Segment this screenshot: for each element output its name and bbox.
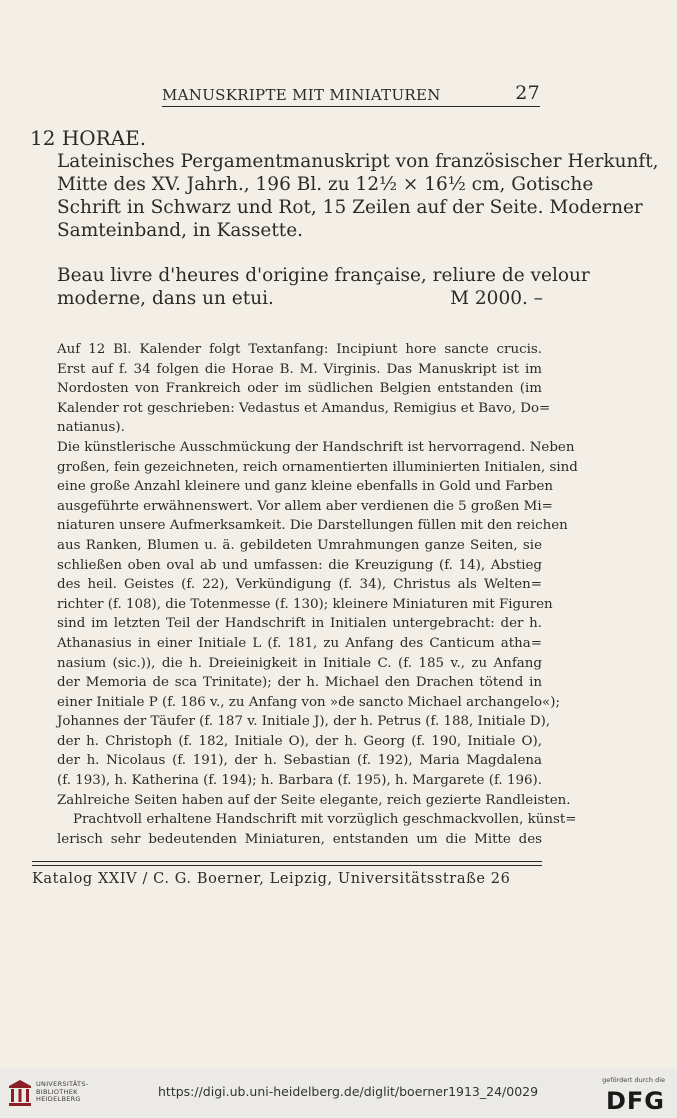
desc-line: sind im letzten Teil der Handschrift in Initialen untergebracht: der h. [57, 616, 542, 632]
entry-line: Schrift in Schwarz und Rot, 15 Zeilen auf der Seite. Moderner [57, 197, 643, 218]
desc-line: großen, fein gezeichneten, reich ornamentierten illuminierten Initialen, sind [57, 459, 578, 475]
desc-line: des heil. Geistes (f. 22), Verkündigung (f. 34), Christus als Welten= [57, 577, 542, 593]
entry-number: 12 [30, 126, 56, 150]
running-title: MANUSKRIPTE MIT MINIATUREN [162, 86, 441, 104]
funder-caption: gefördert durch die [602, 1076, 665, 1084]
desc-line: nasium (sic.)), die h. Dreieinigkeit in Initiale C. (f. 185 v., zu Anfang [57, 655, 542, 671]
library-logo-icon [8, 1079, 32, 1107]
desc-line: schließen oben oval ab und umfassen: die Kreuzigung (f. 14), Abstieg [57, 557, 542, 573]
footer-rule [32, 861, 542, 862]
desc-line: niaturen unsere Aufmerksamkeit. Die Darstellungen füllen mit den reichen [57, 518, 568, 534]
desc-line: Auf 12 Bl. Kalender folgt Textanfang: Incipiunt hore sancte crucis. [57, 342, 542, 357]
detailed-description [57, 340, 578, 849]
desc-line: Erst auf f. 34 folgen die Horae B. M. Virginis. Das Manuskript ist im [57, 361, 542, 377]
viewer-bottom-bar [0, 1068, 677, 1118]
desc-line: natianus). [57, 420, 125, 436]
french-line: Beau livre d'heures d'origine française, reliure de velour [57, 265, 590, 286]
dfg-logo: DFG [605, 1087, 665, 1115]
desc-line: ausgeführte erwähnenswert. Vor allem aber verdienen die 5 großen Mi= [57, 498, 553, 514]
header-rule [162, 106, 540, 107]
desc-line: richter (f. 108), die Totenmesse (f. 130); kleinere Miniaturen mit Figuren [57, 596, 553, 612]
desc-line: Prachtvoll erhaltene Handschrift mit vorzüglich geschmackvollen, künst= [73, 812, 577, 828]
permalink-url[interactable]: https://digi.ub.uni-heidelberg.de/diglit/boerner1913_24/0029 [158, 1084, 539, 1099]
desc-line: lerisch sehr bedeutenden Miniaturen, entstanden um die Mitte des [57, 831, 542, 847]
catalog-footer: Katalog XXIV / C. G. Boerner, Leipzig, Universitätsstraße 26 [32, 871, 511, 887]
entry-french-description [57, 264, 590, 310]
library-name: UNIVERSITÄTS- BIBLIOTHEK HEIDELBERG [36, 1080, 89, 1103]
price: M 2000. – [450, 288, 543, 309]
entry-line: Mitte des XV. Jahrh., 196 Bl. zu 12½ × 16½ cm, Gotische [57, 174, 594, 195]
entry-line: Lateinisches Pergamentmanuskript von französischer Herkunft, [57, 151, 659, 172]
desc-line: Nordosten von Frankreich oder im südlichen Belgien entstanden (im [57, 381, 542, 397]
french-line: moderne, dans un etui. [57, 288, 274, 309]
running-header [162, 82, 540, 104]
entry-title: HORAE. [61, 126, 147, 150]
desc-line: aus Ranken, Blumen u. ä. gebildeten Umrahmungen ganze Seiten, sie [57, 537, 542, 553]
entry-line: Samteinband, in Kassette. [57, 220, 304, 241]
desc-line: einer Initiale P (f. 186 v., zu Anfang von »de sancto Michael archangelo«); [57, 694, 560, 710]
entry-heading [30, 126, 146, 150]
entry-german-description [57, 150, 659, 242]
desc-line: eine große Anzahl kleinere und ganz kleine ebenfalls in Gold und Farben [57, 479, 554, 495]
desc-line: Johannes der Täufer (f. 187 v. Initiale J), der h. Petrus (f. 188, Initiale D), [57, 714, 551, 730]
desc-line: der h. Christoph (f. 182, Initiale O), der h. Georg (f. 190, Initiale O), [57, 733, 542, 749]
desc-line: Kalender rot geschrieben: Vedastus et Amandus, Remigius et Bavo, Do= [57, 400, 551, 416]
desc-line: (f. 193), h. Katherina (f. 194); h. Barbara (f. 195), h. Margarete (f. 196). [57, 773, 542, 789]
desc-line: der h. Nicolaus (f. 191), der h. Sebastian (f. 192), Maria Magdalena [57, 753, 542, 769]
desc-line: Athanasius in einer Initiale L (f. 181, zu Anfang des Canticum atha= [57, 635, 542, 651]
page-number: 27 [515, 82, 540, 104]
desc-line: der Memoria de sca Trinitate); der h. Michael den Drachen tötend in [57, 675, 542, 691]
desc-line: Die künstlerische Ausschmückung der Handschrift ist hervorragend. Neben [57, 439, 575, 455]
footer-rule [32, 865, 542, 866]
desc-line: Zahlreiche Seiten haben auf der Seite elegante, reich gezierte Randleisten. [57, 792, 571, 808]
